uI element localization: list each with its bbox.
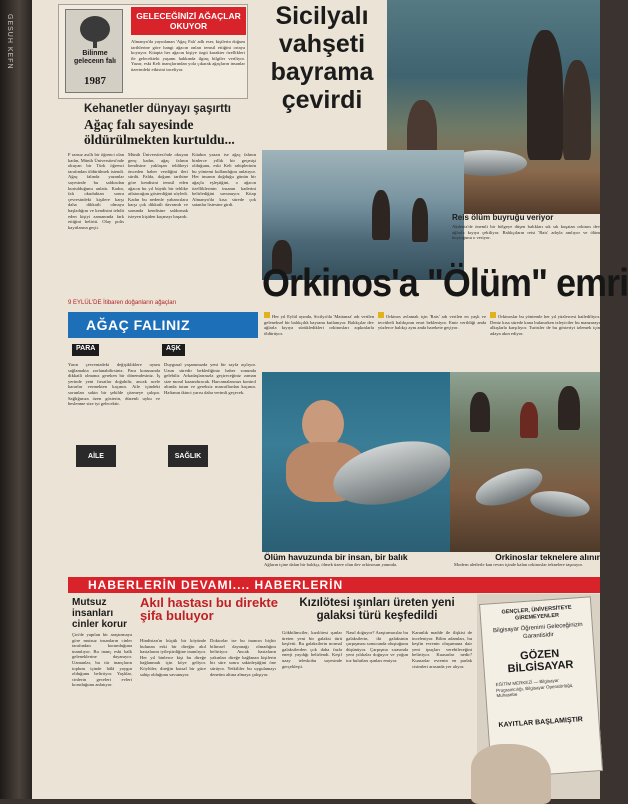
story-column: Nasıl doğuyor? Araştırmacılar bu galaksilerin, iki galaksinin çarpışması sonucunda oluştuğunu düşünüyor. Çarpışma sırasında yeni yıldızlar doğuyor ve yoğun toz bulutları ışınları emiyor.	[346, 630, 409, 663]
photo-caption: Orkinoslar teknelere alınır	[495, 552, 600, 562]
swimmer-photo	[262, 372, 450, 552]
bullet-icon	[378, 312, 384, 318]
story-column: Gökbilimciler, kızılötesi ışınlar üreten yeni bir galaksi türü keşfetti. Bu galaksilerin normal galaksilerden çok daha fazla enerji yaydığı belirlendi. Keşif uzay teleskobu sayesinde gerçekleşti.	[282, 630, 342, 669]
photo-caption: Ölüm havuzunda bir insan, bir balık	[264, 552, 408, 562]
left-story-column: Kitabın yazarı ise ağaç falının binlerce yıllık bir geçmişi olduğunu, eski Kelt rahiplerinin bu yöntemi kullandığını anlatıyor. Her insanın doğduğu günün bir ağaçla eşleştiğini, o ağacın özelliklerinin insanın kaderini belirlediğini savunuyor. Kitap Almanya'da kısa sürede çok satanlar listesine girdi.	[192, 152, 256, 208]
newspaper-page	[32, 0, 628, 799]
advertisement	[477, 594, 600, 799]
bullet-icon	[490, 312, 496, 318]
boats-photo	[450, 372, 600, 552]
fisherman-figure	[520, 402, 538, 438]
left-story-headline: Ağaç falı sayesinde öldürülmekten kurtuldu...	[84, 117, 235, 147]
story-headline: Mutsuz insanları cinler korur	[72, 597, 128, 630]
binding-label: GESUH KEFN	[6, 14, 13, 70]
main-story-text: Orkinoslar bu yöntemle her yıl yüzlercesi katlediliyor. Deniz kısa sürede kana bulanırken izleyiciler bu manzarayı alkışlarla karşılıyor. Turistler de bu gösteriyi izlemek için adaya akın ediyor.	[490, 314, 600, 336]
tuna-fish	[528, 487, 591, 521]
horoscope-tag: SAĞLIK	[168, 445, 208, 467]
left-story-subhead: Kehanetler dünyayı şaşırttı	[84, 103, 231, 115]
bullet-icon	[264, 312, 270, 318]
book-feature-box	[58, 4, 248, 99]
book-year: 1987	[84, 75, 106, 87]
fisherman-figure	[563, 60, 591, 160]
main-story-column	[378, 312, 486, 368]
horoscope-column: Duygusal yaşamınızda yeni bir sayfa açılıyor. Uzun süredir beklediğiniz haber sonunda gelebilir. Arkadaşlarınızla geçireceğiniz zaman size moral kazandıracak. Harcamalarınızı kontrol altında tutun ve gereksiz masraflardan kaçının. Haftanın ikinci yarısı daha verimli geçecek.	[164, 362, 256, 395]
ad-brand: GÖZEN BİLGİSAYAR	[507, 647, 574, 676]
boat-photo	[262, 150, 464, 280]
ad-subheadline: Bilgisayar Öğrenimi Geleceğinizin Garantisidir	[492, 621, 583, 640]
photo-caption-text: Akdeniz'de önemli bir bölgeye düşen balıkları sık sık kuşatan orkinos dev ağlarla kıyıya çekiliyor. Balıkçıların reisi 'Rais' adıyla anılıyor ve ölüm buyruğunu o veriyor.	[452, 224, 600, 241]
main-story-text: Her yıl Eylül ayında, Sicilya'da 'Mattanza' adı verilen geleneksel bir balıkçılık bayramı kutlanıyor. Balıkçılar dev ağlarla kıyıya sürükledikleri orkinosları zıpkınlarla öldürüyor.	[264, 314, 374, 336]
book-feature-header: GELECEĞİNİZİ AĞAÇLAR OKUYOR	[131, 7, 246, 35]
fisherman-figure	[558, 386, 580, 430]
story-column: Çin'de yapılan bir araştırmaya göre mutsuz insanların cinler tarafından korunduğuna inanılıyor. Bu inanç eski halk geleneklerine dayanıyor. Uzmanlar, bu tür inançların toplum içinde hâlâ yaygın olduğunu belirtiyor. Yaşlılar, cinlerin geceleri evleri koruduğunu anlatıyor.	[72, 632, 132, 688]
story-column: Doktorlar ise bu inancın hiçbir bilimsel dayanağı olmadığını belirtiyor. Ancak hastaların yakınları direğe bağlanan kişilerin bir süre sonra sakinleştiğini öne sürüyor. Yetkililer bu uygulamayı denetim altına almaya çalışıyor.	[210, 638, 276, 677]
main-story-column	[490, 312, 600, 368]
story-headline: Kızılötesi ışınları üreten yeni galaksi türü keşfedildi	[299, 597, 455, 622]
horoscope-strip: 9 EYLÜL'DE İtibaren doğanların ağaçları	[68, 300, 177, 306]
horoscope-column: Yarın çevrenizdeki değişikliklere uyum sağlamakta zorlanabilirsiniz. Para konusunda dikkatli olmanız gereken bir dönemdesiniz. İş yerinde yeni fırsatlar doğabilir, ancak acele kararlar vermekten kaçının. Aile içindeki sorunları sakin bir şekilde çözmeye çalışın. Sağlığınıza özen gösterin, düzenli uyku ve beslenme size iyi gelecektir.	[68, 362, 160, 407]
photo-caption-text: Modern aletlerle kan revan içinde kalan orkinoslar teknelere taşınıyor.	[454, 562, 583, 567]
orkinos-headline: Orkinos'a "Ölüm" emri	[262, 262, 628, 305]
horoscope-tag: PARA	[72, 344, 99, 356]
story-headline: Akıl hastası bu direkte şifa buluyor	[140, 595, 278, 623]
swimmer-head	[302, 400, 344, 448]
tree-trunk	[93, 40, 97, 48]
horoscope-tag: AŞK	[162, 344, 185, 356]
left-story-column: Münih Üniversitesi'nde okuyan genç kadın, ağaç falının kendisine yaklaşan tehlikeyi önceden haber verdiğini ileri sürdü. Falda, doğum tarihine göre kendisini temsil eden ağacın bu yıl büyük bir tehlike atlatacağını gösterdiğini söyledi. Kadın bu nedenle yabancılara karşı çok dikkatli davrandı ve sonunda kendisine saldırmak isteyen kişiden kaçmayı başardı.	[128, 152, 188, 219]
tree-icon	[80, 16, 110, 42]
ad-course-list: EĞİTİM MERKEZİ — Bilgisayar Programcılığı, Bilgisayar Operatörlüğü, Muhasebe	[495, 677, 574, 699]
main-story-column	[264, 312, 374, 368]
fisherman-figure	[527, 30, 563, 160]
story-column: Hindistan'ın küçük bir köyünde bulunan eski bir direğin akıl hastalarını iyileştirdiğine inanılıyor. Her yıl binlerce kişi bu direğe bağlanmak için köye geliyor. Köylüler, direğin kutsal bir güce sahip olduğunu savunuyor.	[140, 638, 206, 677]
left-story-column: F ransız asıllı bir öğrenci olan kadın, Münih Üniversitesi'nde okuyan bir Türk öğrenci tarafından öldürülmek istendi. Ağaç falında yazanlar sayesinde bu saldırıdan kurtulduğunu anlattı. Kadın, falı okuduktan sonra çevresindeki kişilere karşı daha dikkatli olmaya başladığını ve kendisini tehdit eden kişiyi zamanında fark ettiğini belirtti. Olay polis kayıtlarına geçti.	[68, 152, 124, 230]
photo-caption-text: Ağların içine dalan bir balıkçı, ölmek üzere olan dev orkinosun yanında.	[264, 562, 398, 567]
fisherman-figure	[372, 190, 390, 240]
fisherman-figure	[412, 198, 428, 242]
main-story-text: Orkinos avlamak için 'Rais' adı verilen en yaşlı ve tecrübeli balıkçının emri bekleniyor. Emir verildiği anda yüzlerce balıkçı aynı anda harekete geçiyor.	[378, 314, 486, 331]
book-title: Bilinme geleceıın falı	[73, 50, 117, 65]
section-banner: HABERLERİN DEVAMI.... HABERLERİN	[68, 577, 600, 593]
story-column: Karanlık madde ile ilişkisi de inceleniyor. Bilim adamları, bu keşfin evrenin oluşumuna dair yeni ipuçları verebileceğini belirtiyor. Kuasarlar nedir? Kuasarlar evrenin en parlak cisimleri arasında yer alıyor.	[412, 630, 472, 669]
main-headline: Sicilyalı vahşeti bayrama çevirdi	[270, 2, 374, 114]
ad-headline: GENÇLER, ÜNİVERSİTEYE GİREMEYENLER	[501, 604, 572, 622]
book-feature-text: Almanya'da yayınlanan 'Ağaç Falı' adlı eser, kişilerin doğum tarihlerine göre hangi ağacın onları temsil ettiğini ortaya koyuyor. Kitapta her ağacın kişiye özgü karakter özellikleri ile gelecekteki yaşamı hakkında ilginç bilgiler veriliyor. Yazar, eski Kelt inançlarından yola çıkarak ağaçların insanlar üzerindeki etkisini inceliyor.	[131, 39, 245, 72]
book-binding	[0, 0, 32, 799]
fisherman-figure	[470, 392, 490, 432]
horoscope-tag: AİLE	[76, 445, 116, 467]
hand-image	[471, 744, 551, 804]
horoscope-title: AĞAÇ FALINIZ	[68, 312, 258, 338]
book-cover-image	[65, 9, 123, 93]
ad-registration: KAYITLAR BAŞLAMIŞTIR	[498, 716, 584, 730]
photo-caption-title: Reis ölüm buyruğu veriyor	[452, 213, 554, 222]
